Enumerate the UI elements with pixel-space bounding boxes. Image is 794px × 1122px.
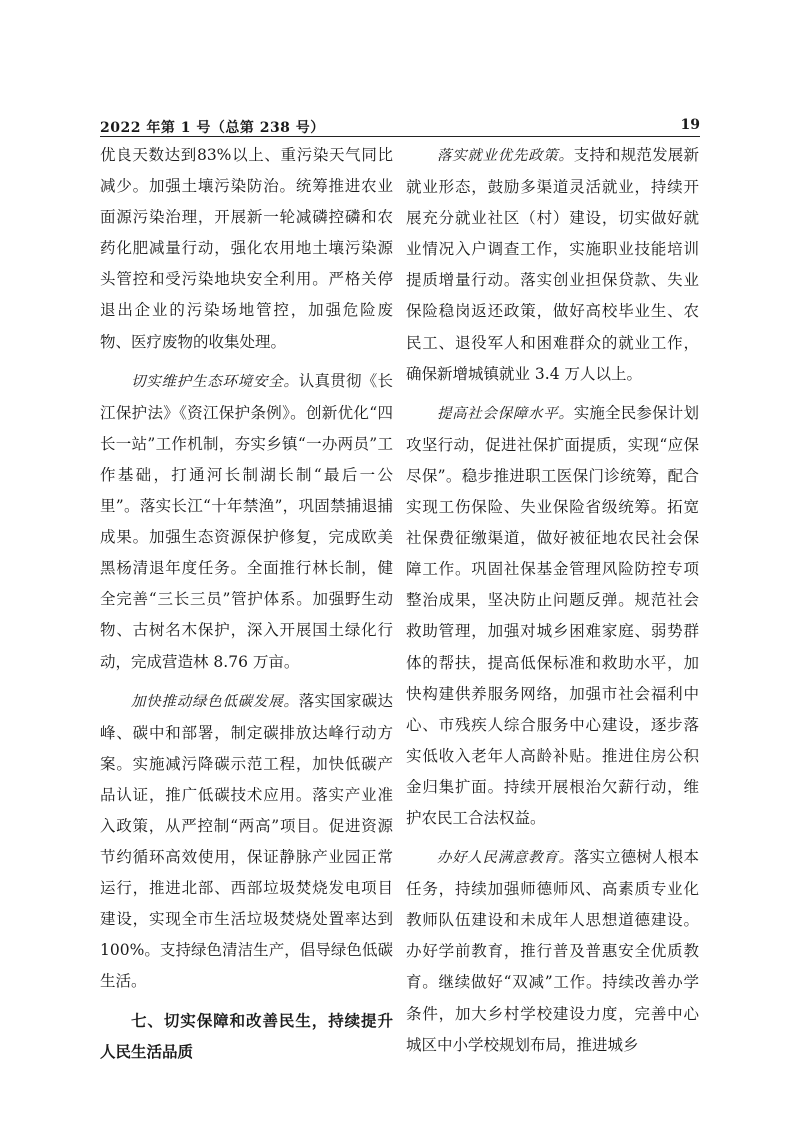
paragraph-lead: 落实就业优先政策。 xyxy=(437,148,574,164)
right-column xyxy=(406,140,699,1061)
paragraph-body: 落实国家碳达峰、碳中和部署，制定碳排放达峰行动方案。实施减污降碳示范工程，加快低碳产品认证，推广低碳技术应用。落实产业准入政策，从严控制“两高”项目。促进资源节约循环高效使用，保证静脉产业园正常运行，推进北部、西部垃圾焚烧发电项目建设，实现全市生活垃圾焚烧处置率达到 100%。支持绿色清洁生产，倡导绿色低碳生活。 xyxy=(100,691,393,991)
left-column xyxy=(100,140,393,1068)
paragraph-lead: 加快推动绿色低碳发展。 xyxy=(131,693,299,710)
header-divider xyxy=(100,136,700,137)
paragraph-social-security xyxy=(406,398,699,834)
paragraph-body: 支持和规范发展新就业形态，鼓励多渠道灵活就业，持续开展充分就业社区（村）建设，切实做好就业情况入户调查工作，实施职业技能培训提质增量行动。落实创业担保贷款、失业保险稳岗返还政策，做好高校毕业生、农民工、退役军人和困难群众的就业工作，确保新增城镇就业 3.4 万人以上。 xyxy=(406,146,699,383)
paragraph-lead: 切实维护生态环境安全。 xyxy=(131,373,299,390)
page-number: 19 xyxy=(680,117,700,133)
paragraph-lead: 办好人民满意教育。 xyxy=(437,850,574,867)
section-heading: 七、切实保障和改善民生，持续提升人民生活品质 xyxy=(100,1011,393,1061)
paragraph-lead: 提高社会保障水平。 xyxy=(437,405,574,422)
paragraph-education xyxy=(406,842,699,1061)
paragraph-green-lowcarbon xyxy=(100,686,393,998)
paragraph-body: 落实立德树人根本任务，持续加强师德师风、高素质专业化教师队伍建设和未成年人思想道德建设。办好学前教育，推行普及普惠安全优质教育。继续做好“双减”工作。持续改善办学条件，加大乡村学校建设力度，完善中心城区中小学校规划布局，推进城乡 xyxy=(406,848,699,1054)
page-header xyxy=(100,113,700,137)
paragraph-air-soil: 优良天数达到83%以上、重污染天气同比减少。加强土壤污染防治。统筹推进农业面源污染治理，开展新一轮减磷控磷和农药化肥减量行动，强化农用地土壤污染源头管控和受污染地块安全利用。严格关停退出企业的污染场地管控，加强危险废物、医疗废物的收集处理。 xyxy=(100,146,393,351)
paragraph-body: 实施全民参保计划攻坚行动，促进社保扩面提质，实现“应保尽保”。稳步推进职工医保门诊统筹，配合实现工伤保险、失业保险省级统筹。拓宽社保费征缴渠道，做好被征地农民社会保障工作。巩固社保基金管理风险防控专项整治成果，坚决防止问题反弹。规范社会救助管理，加强对城乡困难家庭、弱势群体的帮扶，提高低保标准和救助水平，加快构建供养服务网络，加强市社会福利中心、市残疾人综合服务中心建设，逐步落实低收入老年人高龄补贴。推进住房公积金归集扩面。持续开展根治欠薪行动，维护农民工合法权益。 xyxy=(406,403,699,827)
issue-label: 2022 年第 1 号（总第 238 号） xyxy=(100,120,325,136)
paragraph-body: 认真贯彻《长江保护法》《资江保护条例》。创新优化“四长一站”工作机制，夯实乡镇“一办两员”工作基础，打通河长制湖长制“最后一公里”。落实长江“十年禁渔”，巩固禁捕退捕成果。加强生态资源保护修复，完成欧美黑杨清退年度任务。全面推行林长制，健全完善“三长三员”管护体系。加强野生动物、古树名木保护，深入开展国土绿化行动，完成营造林 8.76 万亩。 xyxy=(100,371,393,671)
paragraph-employment xyxy=(406,140,699,390)
paragraph-ecology-safety xyxy=(100,366,393,678)
